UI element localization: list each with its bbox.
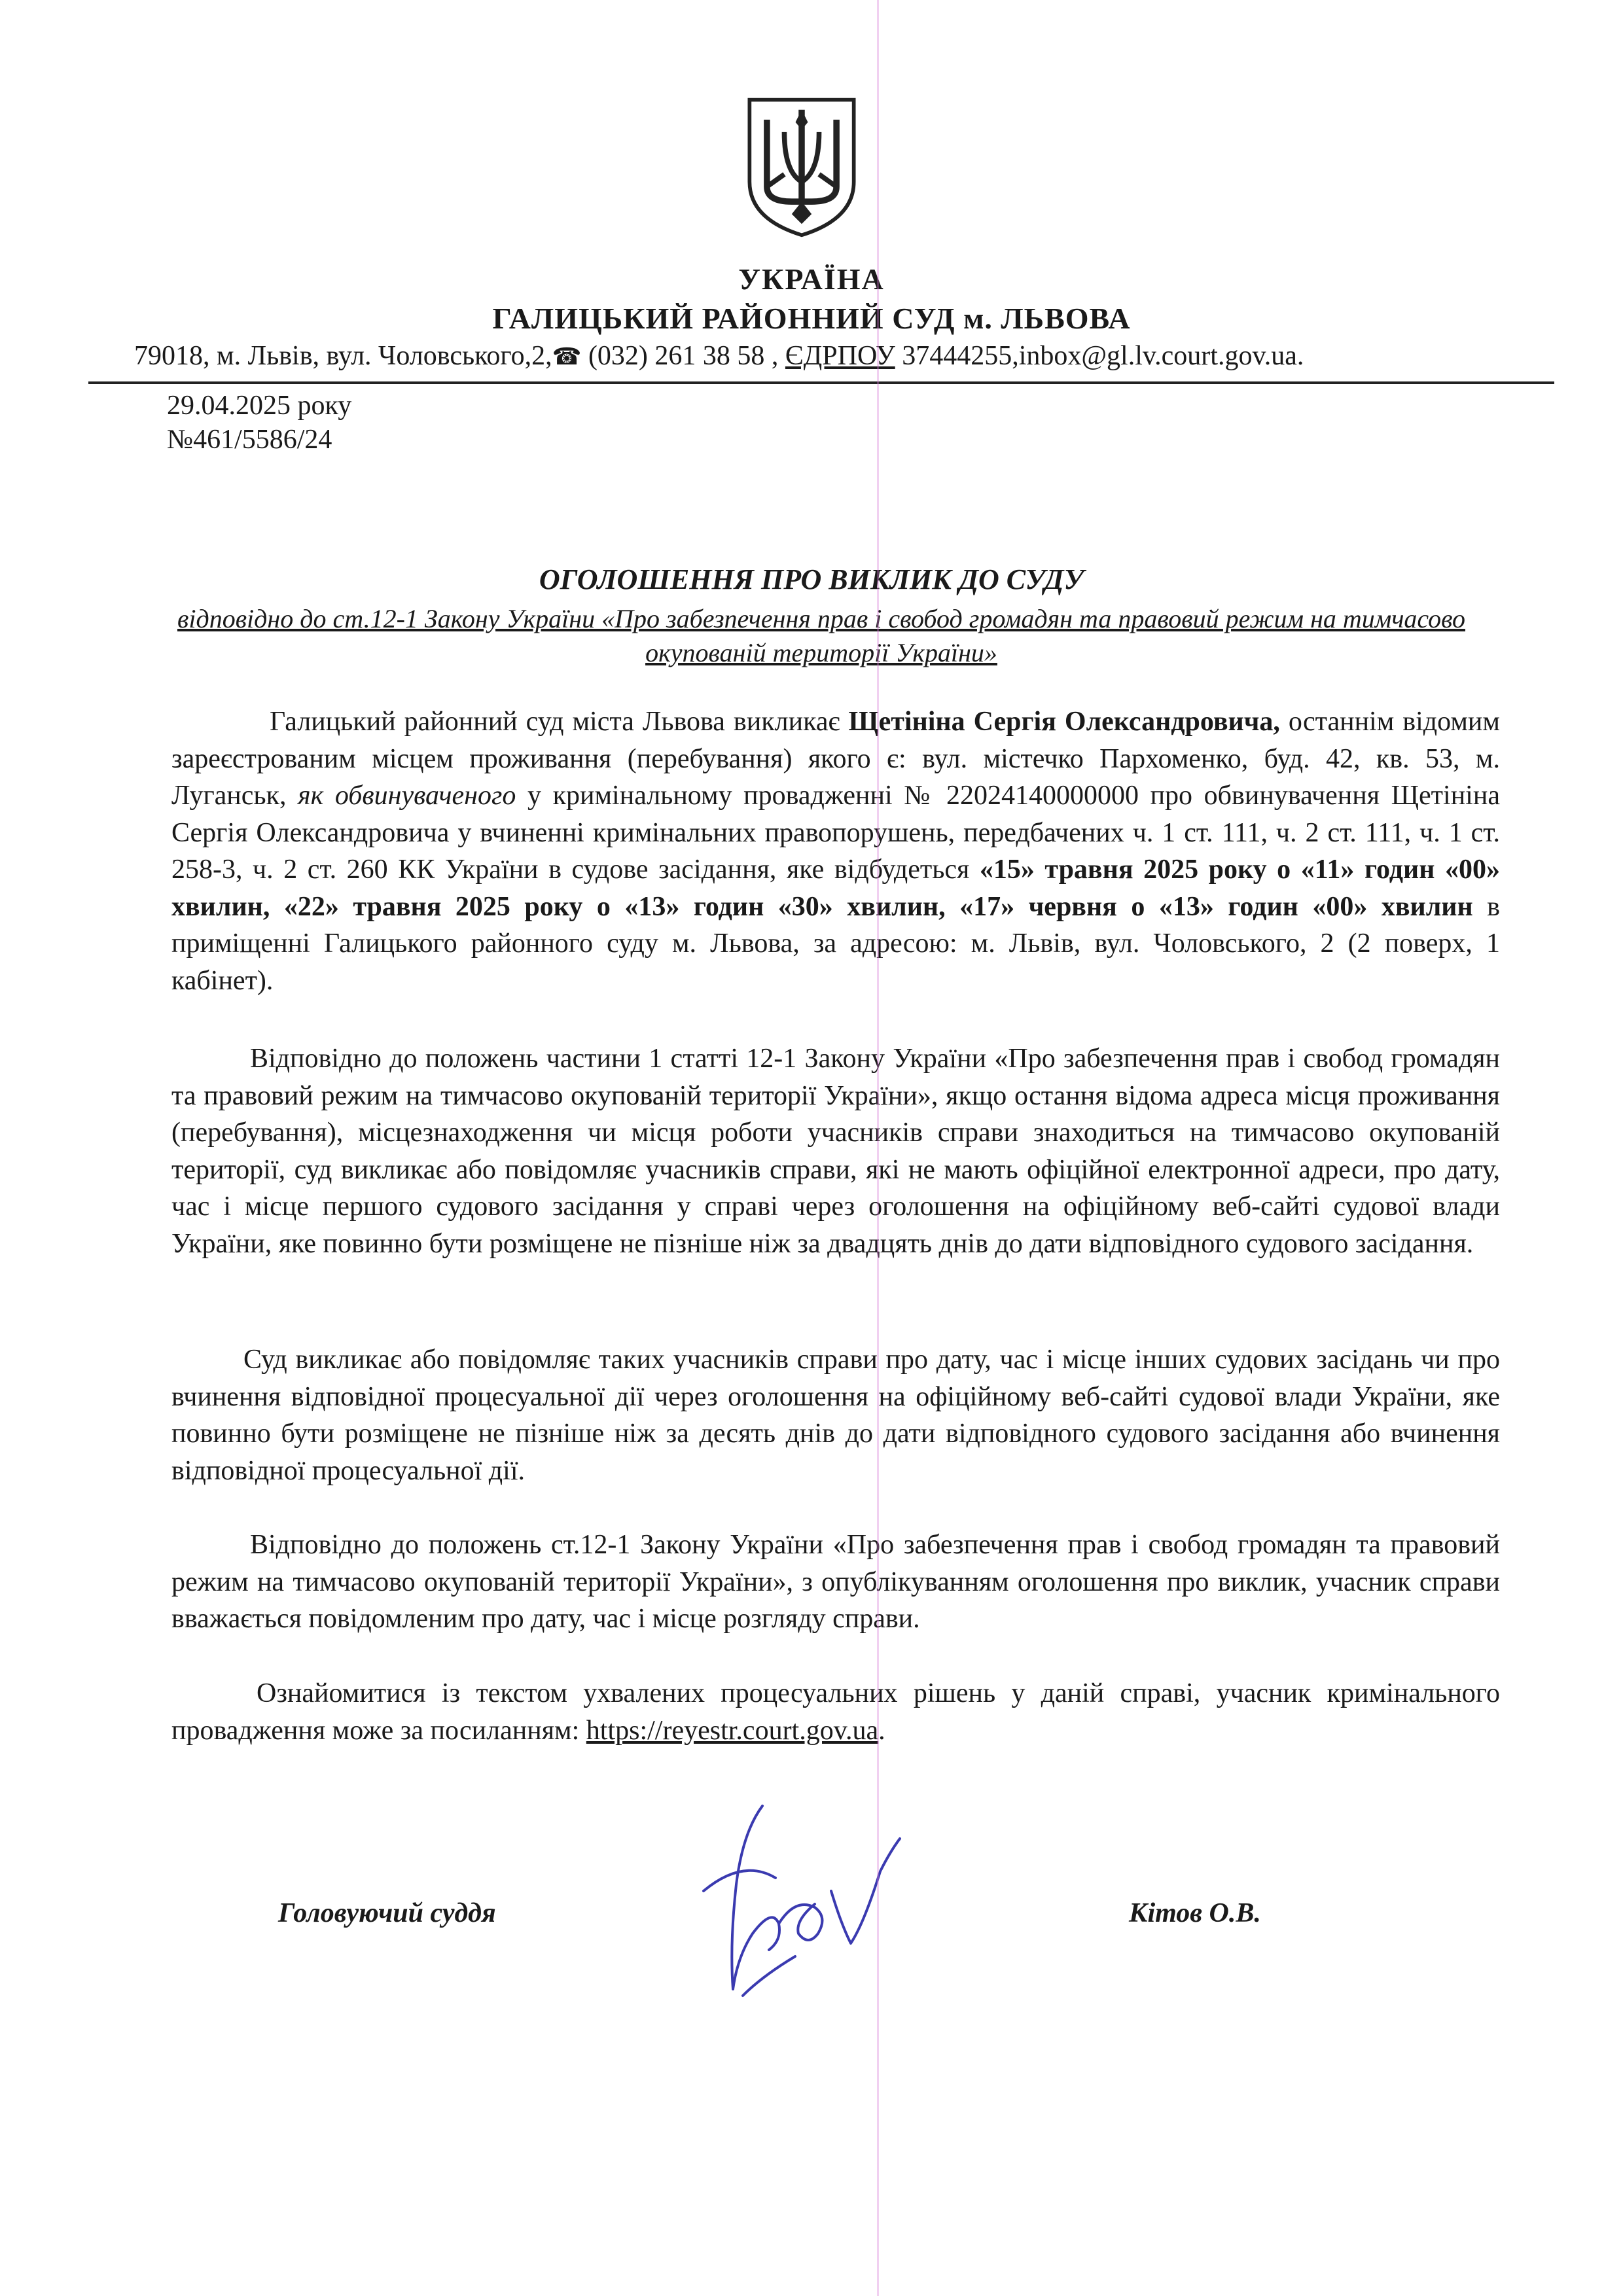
- address-code-email: 37444255,inbox@gl.lv.court.gov.ua.: [895, 341, 1304, 371]
- law-paragraph-1: Відповідно до положень частини 1 статті 12-1 Закону України «Про забезпечення прав і свобод громадян та правовий режим на тимчасово окупованій території України», якщо остання відома адреса місця проживання (перебування), місцезнаходження чи місця роботи учасників справи знаходиться на тимчасово окупованій території, суд викликає або повідомляє учасників справи, які не мають офіційної електронної адреси, про дату, час і місце першого судового засідання у справі через оголошення на офіційному веб-сайті судової влади України, яке повинно бути розміщене не пізніше ніж за двадцять днів до дати відповідного судового засідання.: [171, 1044, 1500, 1259]
- p1-text-a: Галицький районний суд міста Львова викликає: [270, 707, 849, 737]
- case-number: №461/5586/24: [167, 425, 332, 455]
- notice-title: ОГОЛОШЕННЯ ПРО ВИКЛИК ДО СУДУ: [539, 563, 1084, 595]
- p1-text-d: в приміщенні Галицького районного суду м. Львова, за адресою: м. Львів, вул. Чоловського, 2 (2 поверх, 1 кабінет).: [171, 891, 1500, 996]
- judge-name: Кітов О.В.: [1129, 1898, 1261, 1928]
- p5-text: Ознайомитися із текстом ухвалених процесуальних рішень у даній справі, учасник кримінального провадження може за посиланням:: [171, 1678, 1500, 1746]
- coat-of-arms-icon: [740, 95, 864, 239]
- p5-end: .: [878, 1715, 885, 1746]
- country-heading: УКРАЇНА: [738, 262, 885, 296]
- edrpou-label: ЄДРПОУ: [785, 341, 895, 371]
- scan-artifact-line: [877, 0, 879, 2296]
- defendant-name: Щетініна Сергія Олександровича,: [848, 707, 1280, 737]
- address-street: 79018, м. Львів, вул. Чоловського,2,: [134, 341, 552, 371]
- summons-paragraph: [171, 703, 1500, 999]
- p1-text-c: у кримінальному провадженні № 22024140000000 про обвинувачення Щетініна Сергія Олександровича у вчиненні кримінальних правопорушень, передбачених ч. 1 ст. 111, ч. 2 ст. 111, ч. 1 ст. 258-3, ч. 2 ст. 260 КК України в судове засідання, яке відбудеться: [171, 781, 1500, 885]
- hearing-dates: «15» травня 2025 року о «11» годин «00» хвилин, «22» травня 2025 року о «13» годин «30» хвилин, «17» червня о «13» годин «00» хвилин: [171, 855, 1500, 922]
- judge-role: Головуючий суддя: [278, 1898, 496, 1928]
- p1-text-b: останнім відомим зареєстрованим місцем проживання (перебування) якого є: вул. містечко Пархоменко, буд. 42, кв. 53, м. Луганськ,: [171, 707, 1500, 811]
- registry-link[interactable]: https://reyestr.court.gov.ua: [586, 1715, 879, 1746]
- phone-icon: ☎: [552, 344, 582, 370]
- law-paragraph-2: Суд викликає або повідомляє таких учасників справи про дату, час і місце інших судових засідань чи про вчинення відповідної процесуальної дії через оголошення на офіційному веб-сайті судової влади України, яке повинно бути розміщене не пізніше ніж за десять днів до дати відповідного судового засідання або вчинення відповідної процесуальної дії.: [171, 1345, 1500, 1486]
- header-divider: [88, 381, 1554, 384]
- address-phone: (032) 261 38 58 ,: [581, 341, 779, 371]
- defendant-role: як обвинуваченого: [298, 781, 516, 811]
- law-paragraph-3: Відповідно до положень ст.12-1 Закону України «Про забезпечення прав і свобод громадян та правовий режим на тимчасово окупованій території України», з опублікуванням оголошення про виклик, учасник справи вважається повідомленим про дату, час і місце розгляду справи.: [171, 1530, 1500, 1634]
- document-date: 29.04.2025 року: [167, 391, 352, 421]
- notice-subtitle: відповідно до ст.12-1 Закону України «Про забезпечення прав і свобод громадян та правовий режим на тимчасово окупованій території України»: [177, 604, 1466, 667]
- court-address: [134, 340, 1304, 372]
- court-heading: ГАЛИЦЬКИЙ РАЙОННИЙ СУД м. ЛЬВОВА: [492, 302, 1131, 335]
- handwritten-signature: [664, 1793, 939, 2009]
- registry-paragraph: [171, 1675, 1500, 1749]
